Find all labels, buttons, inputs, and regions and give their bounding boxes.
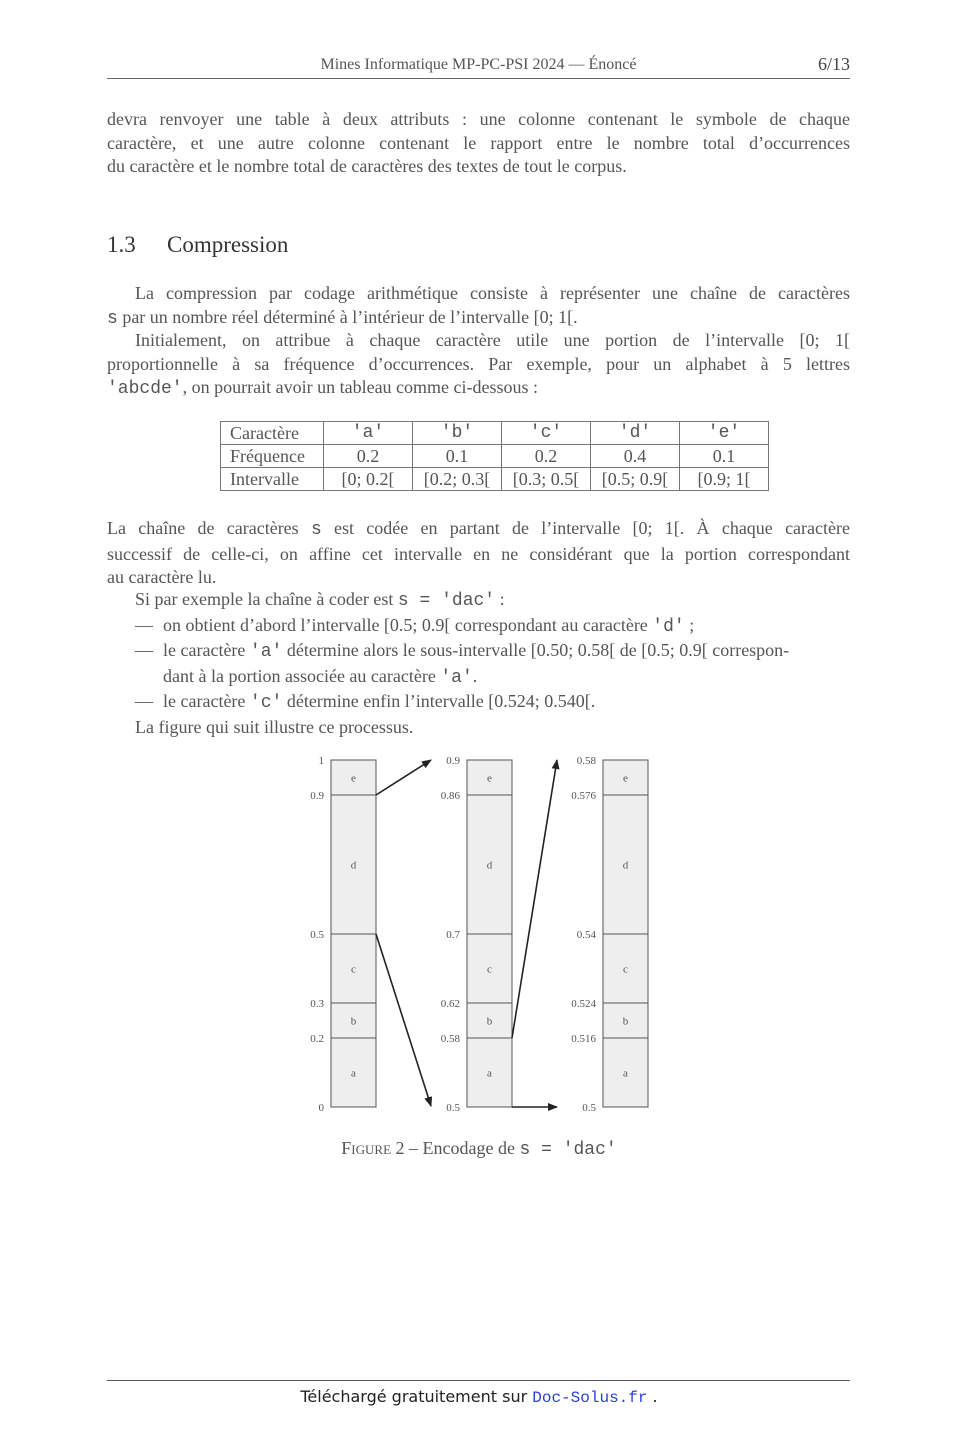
intro-line: du caractère et le nombre total de caractères des textes de tout le corpus. (107, 156, 627, 176)
segment-label: b (486, 1015, 493, 1028)
tick-label: 0.54 (576, 929, 596, 941)
tick-label: 0.58 (576, 755, 596, 767)
paragraph-text: par un nombre réel déterminé à l’intérieur de l’intervalle [0; 1[. (117, 306, 578, 327)
tick-label: 0.3 (310, 998, 324, 1010)
table-cell: 'e' (680, 422, 769, 445)
code-s-dac: s = 'dac' (397, 591, 496, 611)
code-c: 'c' (249, 693, 283, 713)
tick-label: 0.5 (310, 929, 324, 941)
paragraph-line (107, 306, 850, 332)
tick-label: 0.62 (440, 998, 460, 1010)
paragraph-text: , on pourrait avoir un tableau comme ci-dessous : (182, 377, 539, 397)
row-header: Fréquence (221, 445, 324, 468)
segment-label: d (622, 859, 629, 872)
example-paragraph (107, 588, 850, 739)
paragraph-text: dant à la portion associée au caractère (163, 665, 441, 686)
encoding-paragraph (107, 517, 850, 590)
table-cell: [0; 0.2[ (324, 468, 413, 491)
segment-label: a (351, 1067, 356, 1080)
paragraph-line: proportionnelle à sa fréquence d’occurrences. Par exemple, pour un alphabet à 5 lettres (107, 353, 850, 374)
segment-label: d (486, 859, 493, 872)
dash-bullet: — (135, 640, 153, 660)
list-item (107, 614, 850, 640)
paragraph-text: La chaîne de caractères (107, 518, 311, 538)
list-item (107, 690, 850, 716)
list-item (107, 639, 850, 665)
table-cell: 0.4 (591, 445, 680, 468)
segment-label: c (487, 963, 492, 976)
segment-label: e (487, 772, 492, 785)
paragraph-line: La compression par codage arithmétique consiste à représenter une chaîne de caractères (135, 283, 850, 303)
table-row (221, 422, 769, 445)
footer-text: . (647, 1387, 658, 1406)
table-cell: 0.2 (502, 445, 591, 468)
segment-label: b (350, 1015, 357, 1028)
tick-label: 0.5 (446, 1102, 460, 1114)
tick-label: 0.7 (446, 929, 460, 941)
paragraph-line: successif de celle-ci, on affine cet intervalle en ne considérant que la portion correspondant (107, 543, 850, 564)
segment-label: e (351, 772, 356, 785)
arrow-c-top (512, 760, 557, 1038)
tick-label: 0 (318, 1102, 324, 1114)
encoding-figure (290, 745, 670, 1125)
paragraph-line (107, 376, 850, 402)
tick-label: 0.524 (571, 998, 596, 1010)
arrow-d (376, 760, 431, 795)
tick-label: 0.516 (571, 1033, 596, 1045)
compression-paragraph (107, 282, 850, 331)
footer-text: Téléchargé gratuitement sur (300, 1387, 533, 1406)
segment-label: c (351, 963, 356, 976)
page-header (107, 54, 850, 79)
segment-label: e (623, 772, 628, 785)
paragraph-text: détermine alors le sous-intervalle [0.50; 0.58[ de [0.5; 0.9[ correspon- (282, 640, 790, 660)
dash-bullet: — (135, 614, 153, 635)
table-cell: [0.5; 0.9[ (591, 468, 680, 491)
paragraph-line: Initialement, on attribue à chaque caractère utile une portion de l’intervalle [0; 1[ (135, 330, 850, 350)
initial-paragraph (107, 329, 850, 402)
paragraph-text: le caractère (163, 640, 250, 660)
footer-divider (107, 1380, 850, 1381)
frequency-table (220, 421, 769, 491)
paragraph-text: ; (684, 614, 695, 635)
tick-label: 1 (318, 755, 324, 767)
figure-caption (0, 1138, 958, 1160)
section-number: 1.3 (107, 232, 136, 257)
interval-bars (310, 755, 648, 1114)
table-row (221, 445, 769, 468)
tick-label: 0.576 (571, 790, 596, 802)
code-s: s (310, 520, 322, 540)
table-row (221, 468, 769, 491)
section-heading (107, 232, 288, 258)
code-s: s (107, 308, 118, 329)
segment-label: c (623, 963, 628, 976)
code-a: 'a' (440, 667, 473, 688)
paragraph-text: : (495, 589, 505, 609)
intro-line: caractère, et une autre colonne contenant le rapport entre le nombre total d’occurrences (107, 132, 850, 153)
dash-bullet: — (135, 691, 153, 711)
code-a: 'a' (249, 642, 283, 662)
caption-label: Figure (341, 1138, 392, 1158)
table-cell: 0.1 (680, 445, 769, 468)
intro-line: devra renvoyer une table à deux attributs : une colonne contenant le symbole de chaque (107, 109, 850, 129)
table-cell: [0.2; 0.3[ (413, 468, 502, 491)
code-alphabet: 'abcde' (107, 379, 183, 399)
paragraph-text: le caractère (163, 691, 250, 711)
arrow-a (376, 934, 431, 1106)
segment-label: a (487, 1067, 492, 1080)
table-cell: 0.1 (413, 445, 502, 468)
page-number: 6/13 (817, 54, 850, 74)
tick-label: 0.58 (440, 1033, 460, 1045)
tick-label: 0.5 (582, 1102, 596, 1114)
paragraph-text: Si par exemple la chaîne à coder est (135, 589, 398, 609)
section-title: Compression (167, 232, 289, 257)
code-d: 'd' (652, 616, 685, 637)
table-cell: [0.9; 1[ (680, 468, 769, 491)
row-header: Intervalle (221, 468, 324, 491)
table-cell: 0.2 (324, 445, 413, 468)
paragraph-line (107, 517, 850, 543)
table-cell: 'a' (324, 422, 413, 445)
row-header: Caractère (221, 422, 324, 445)
tick-label: 0.9 (446, 755, 460, 767)
caption-number: 2 (391, 1138, 405, 1158)
paragraph-line (107, 588, 850, 614)
header-title: Mines Informatique MP-PC-PSI 2024 — Énoncé (320, 56, 637, 73)
table-cell: [0.3; 0.5[ (502, 468, 591, 491)
paragraph-line: au caractère lu. (107, 567, 217, 587)
page-footer (0, 1387, 958, 1407)
tick-label: 0.2 (310, 1033, 324, 1045)
table-cell: 'c' (502, 422, 591, 445)
table-cell: 'b' (413, 422, 502, 445)
doc-solus-link[interactable]: Doc-Solus.fr (532, 1389, 648, 1407)
caption-text: – Encodage de (404, 1138, 520, 1158)
intro-paragraph (107, 108, 850, 179)
segment-label: b (622, 1015, 629, 1028)
paragraph-text: détermine enfin l’intervalle [0.524; 0.540[. (282, 691, 596, 711)
caption-code: s = 'dac' (519, 1140, 617, 1160)
list-item-continuation (107, 665, 850, 691)
paragraph-line: La figure qui suit illustre ce processus. (135, 716, 414, 737)
tick-label: 0.86 (440, 790, 460, 802)
table-cell: 'd' (591, 422, 680, 445)
segment-label: a (623, 1067, 628, 1080)
paragraph-text: on obtient d’abord l’intervalle [0.5; 0.9[ correspondant au caractère (163, 614, 653, 635)
tick-label: 0.9 (310, 790, 324, 802)
segment-label: d (350, 859, 357, 872)
paragraph-text: . (472, 665, 478, 686)
paragraph-text: est codée en partant de l’intervalle [0; 1[. À chaque caractère (321, 518, 850, 538)
